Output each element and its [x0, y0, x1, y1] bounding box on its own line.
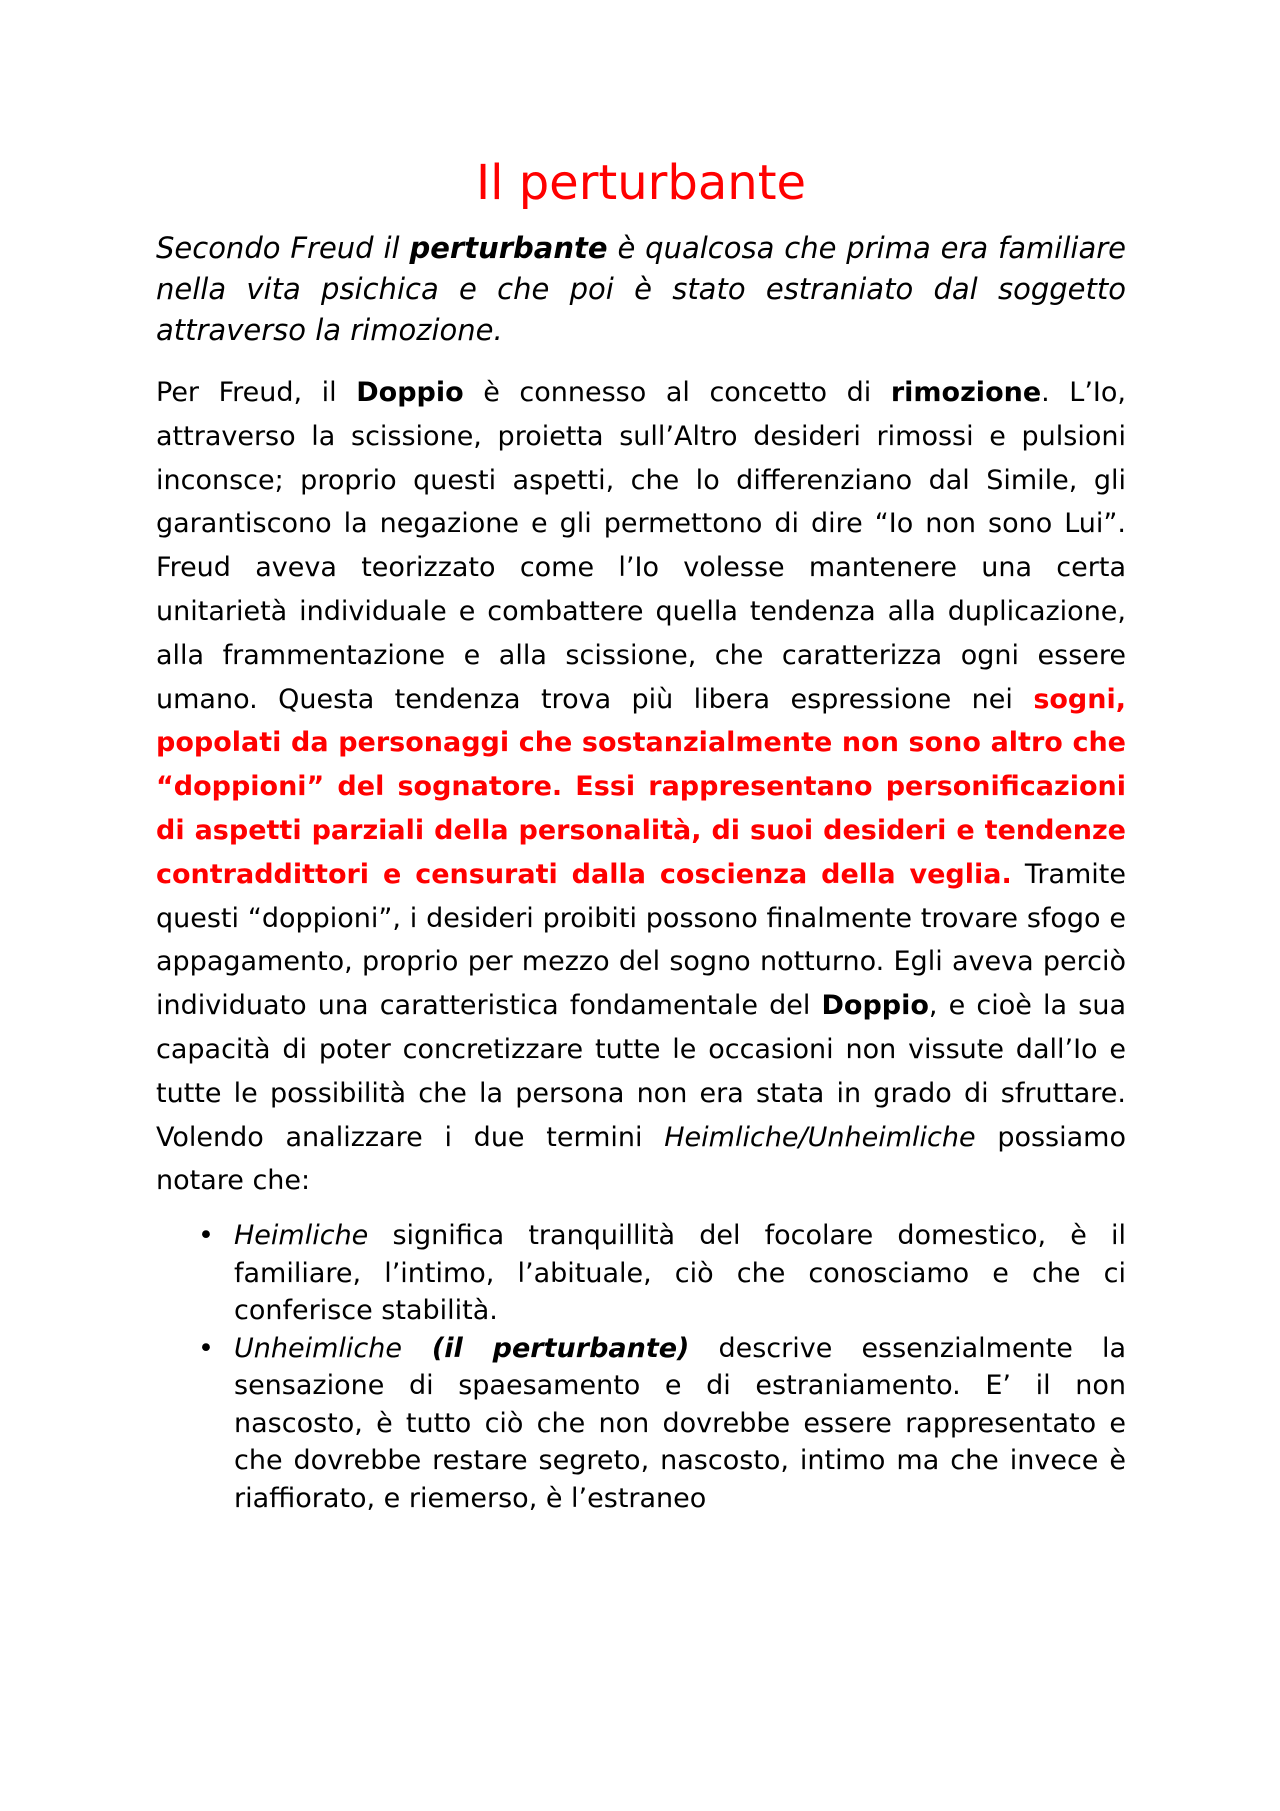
- bold-term-doppio: Doppio: [821, 990, 929, 1022]
- italic-term: Heimliche: [234, 1220, 369, 1252]
- bullet-list: [156, 1217, 1126, 1517]
- intro-text: Secondo Freud il: [156, 231, 410, 265]
- intro-paragraph: [156, 228, 1126, 351]
- body-text: è connesso al concetto di: [463, 377, 891, 408]
- bold-term-rimozione: rimozione: [890, 377, 1042, 408]
- body-text: , e cioè la sua capacità di poter concretizzare tutte le occasioni non vissute dall’Io e tutte le possibilità che la persona non era stata in grado di sfruttare. Volendo analizzare i due termini: [156, 990, 1126, 1153]
- body-text: Per Freud, il: [156, 377, 357, 408]
- bullet-marker: •: [198, 1220, 214, 1252]
- list-item: [198, 1330, 1126, 1518]
- body-text: possiamo notare che:: [156, 1121, 1126, 1197]
- bullet-marker: •: [198, 1332, 214, 1364]
- bold-term-doppio: Doppio: [356, 377, 464, 408]
- italic-term: Heimliche/Unheimliche: [664, 1121, 976, 1153]
- intro-bold-term: perturbante: [409, 231, 608, 265]
- list-item: [198, 1217, 1126, 1330]
- italic-term: Unheimliche: [234, 1332, 402, 1364]
- page-title: Il perturbante: [475, 155, 807, 211]
- bold-italic-term: (il perturbante): [401, 1332, 690, 1364]
- list-item-text: descrive essenzialmente la sensazione di spaesamento e di estraniamento. E’ il non nascosto, è tutto ciò che non dovrebbe essere rappresentato e che dovrebbe restare segreto, nascosto, intimo ma che invece è riaffiorato, e riemerso, è l’estraneo: [234, 1332, 1126, 1514]
- list-item-text: significa tranquillità del focolare domestico, è il familiare, l’intimo, l’abituale, ciò che conosciamo e che ci conferisce stabilità.: [234, 1220, 1126, 1327]
- main-paragraph: [156, 371, 1126, 1203]
- body-text: . L’Io, attraverso la scissione, proietta sull’Altro desideri rimossi e pulsioni inconsce; proprio questi aspetti, che lo differenziano dal Simile, gli garantiscono la negazione e gli permettono di dire “Io non sono Lui”. Freud aveva teorizzato come l’Io volesse mantenere una certa unitarietà individuale e combattere quella tendenza alla duplicazione, alla frammentazione e alla scissione, che caratterizza ogni essere umano. Questa tendenza trova più libera espressione nei: [156, 377, 1126, 715]
- body-text: Tramite questi “doppioni”, i desideri proibiti possono finalmente trovare sfogo e appagamento, proprio per mezzo del sogno notturno. Egli aveva perciò individuato una caratteristica fondamentale del: [156, 858, 1126, 1022]
- intro-text: è qualcosa che prima era familiare nella vita psichica e che poi è stato estraniato dal soggetto attraverso la rimozione.: [156, 231, 1126, 347]
- document-page: [156, 150, 1126, 1517]
- highlighted-red-text: sogni, popolati da personaggi che sostanzialmente non sono altro che “doppioni” del sognatore. Essi rappresentano personificazioni di aspetti parziali della personalità, di suoi desideri e tendenze contraddittori e censurati dalla coscienza della veglia.: [156, 683, 1126, 890]
